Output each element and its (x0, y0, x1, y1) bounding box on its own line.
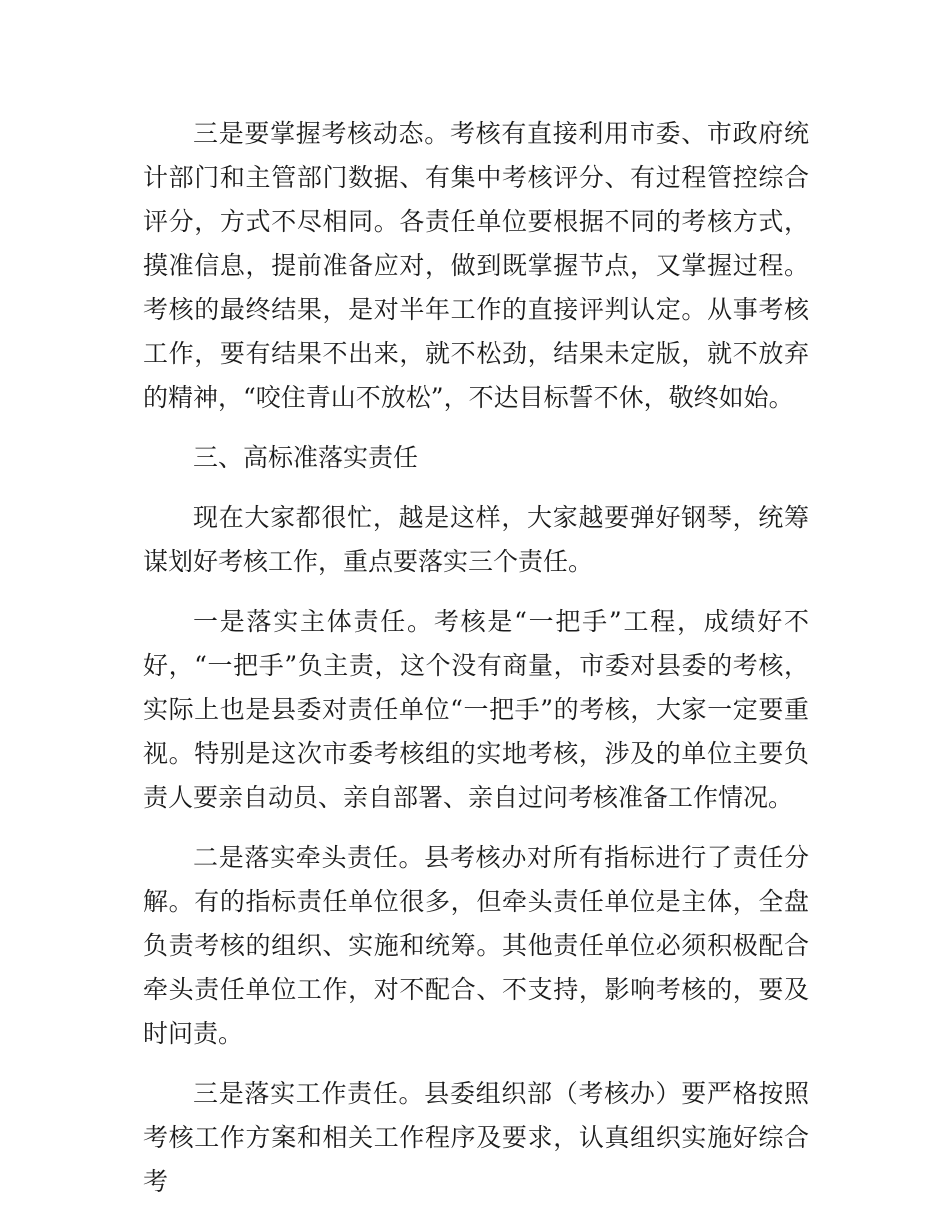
section-heading-responsibility: 三、高标准落实责任 (193, 443, 419, 472)
paragraph-intro-three-responsibilities: 现在大家都很忙，越是这样，大家越要弹好钢琴，统筹谋划好考核工作，重点要落实三个责任。 (143, 503, 809, 576)
document-body (143, 112, 809, 1220)
paragraph-lead-responsibility: 二是落实牵头责任。县考核办对所有指标进行了责任分解。有的指标责任单位很多，但牵头责任单位是主体，全盘负责考核的组织、实施和统筹。其他责任单位必须积极配合牵头责任单位工作，对不配合、不支持，影响考核的，要及时问责。 (143, 843, 809, 1048)
paragraph-work-responsibility: 三是落实工作责任。县委组织部（考核办）要严格按照考核工作方案和相关工作程序及要求，认真组织实施好综合考 (143, 1079, 809, 1196)
paragraph-main-responsibility: 一是落实主体责任。考核是“一把手”工程，成绩好不好，“一把手”负主责，这个没有商量，市委对县委的考核，实际上也是县委对责任单位“一把手”的考核，大家一定要重视。特别是这次市委考核组的实地考核，涉及的单位主要负责人要亲自动员、亲自部署、亲自过问考核准备工作情况。 (143, 607, 809, 812)
paragraph-assessment-dynamics: 三是要掌握考核动态。考核有直接利用市委、市政府统计部门和主管部门数据、有集中考核评分、有过程管控综合评分，方式不尽相同。各责任单位要根据不同的考核方式，摸准信息，提前准备应对，做到既掌握节点，又掌握过程。考核的最终结果，是对半年工作的直接评判认定。从事考核工作，要有结果不出来，就不松劲，结果未定版，就不放弃的精神，“咬住青山不放松”，不达目标誓不休，敬终如始。 (143, 119, 809, 412)
